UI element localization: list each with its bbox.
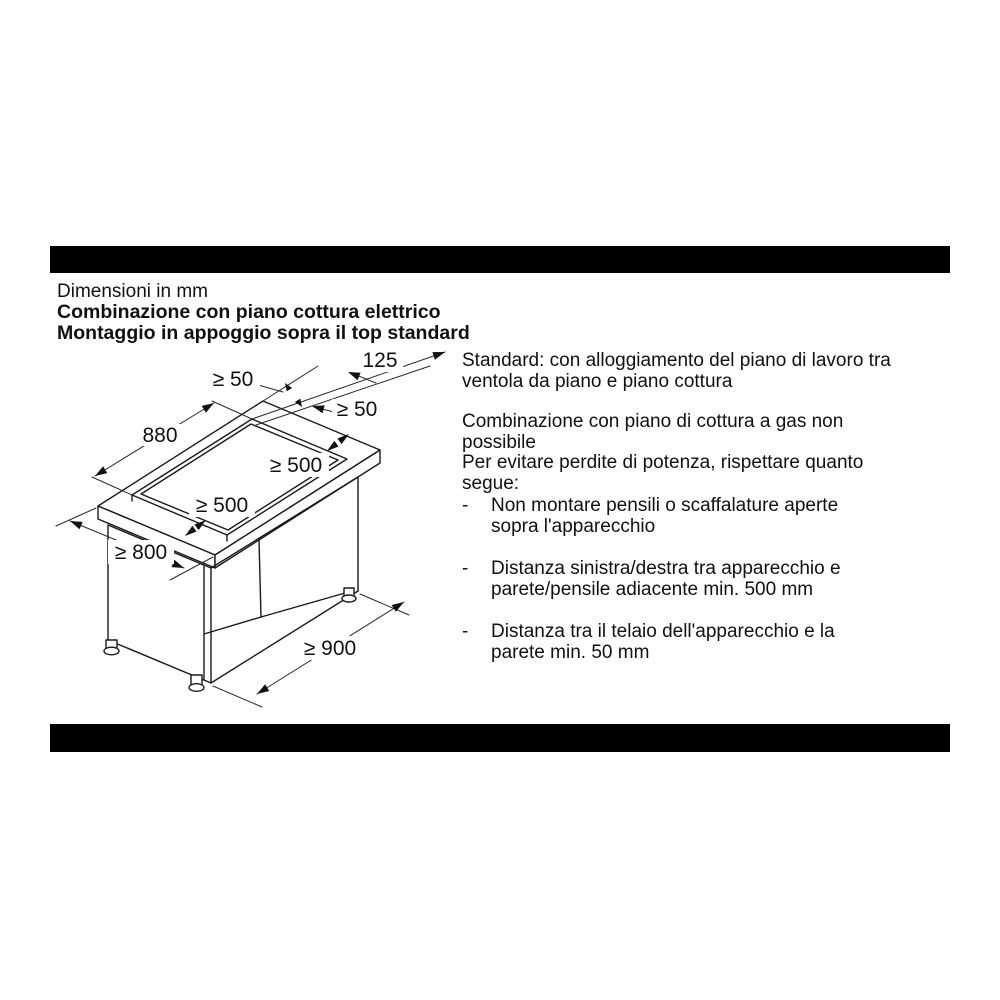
arrow-880-start (95, 466, 107, 476)
list-item-text (491, 559, 841, 600)
ext-line-worktop-back-edge (263, 366, 318, 401)
list-item (462, 622, 962, 663)
list-item-dash: - (462, 495, 469, 516)
cabinet-foot-front (189, 675, 204, 691)
list-item-dash: - (462, 558, 469, 579)
arrow-880-end (202, 403, 214, 413)
text-line: ventola da piano e piano cottura (462, 370, 733, 392)
list-item-text (491, 496, 838, 537)
ext-line-880-left (92, 477, 132, 495)
paragraph-gas-warning (462, 412, 962, 495)
list-item (462, 496, 962, 537)
dim-label-880: 880 (142, 424, 178, 447)
dimensions-note: Dimensioni in mm (57, 281, 208, 302)
dim-label-500-upper: ≥ 500 (269, 454, 323, 477)
dim-label-125: 125 (362, 349, 398, 372)
text-line: segue: (462, 473, 520, 495)
leader-50-top (258, 385, 283, 392)
text-line: Distanza tra il telaio dell'apparecchio e la (491, 621, 835, 642)
text-line: Per evitare perdite di potenza, rispettare quanto (462, 452, 864, 474)
dim-label-50-top: ≥ 50 (212, 368, 254, 391)
list-item-dash: - (462, 621, 469, 642)
text-line: sopra l'apparecchio (491, 515, 656, 537)
arrow-50-right (312, 405, 325, 413)
list-item (462, 559, 962, 600)
cabinet-interior-back-corner (259, 540, 261, 617)
text-line: possibile (462, 431, 536, 453)
list-item-text (491, 622, 835, 663)
instructions-column (462, 351, 962, 671)
page-title-line1: Combinazione con piano cottura elettrico (57, 301, 441, 323)
ext-line-880-right (212, 401, 252, 419)
text-line: parete/pensile adiacente min. 500 mm (491, 578, 814, 600)
text-line: Combinazione con piano di cottura a gas non (462, 411, 844, 432)
arrow-125-far (432, 352, 445, 360)
arrow-900-start (257, 684, 269, 694)
page-title-line2: Montaggio in appoggio sopra il top standard (57, 322, 470, 344)
dim-label-50-right: ≥ 50 (336, 398, 378, 421)
dim-label-900: ≥ 900 (303, 637, 357, 660)
top-black-bar (50, 246, 950, 273)
text-line: Standard: con alloggiamento del piano di lavoro tra (462, 350, 891, 371)
cabinet-foot-right (342, 588, 356, 602)
arrow-125-near (348, 372, 361, 380)
cabinet-foot-left (104, 640, 119, 655)
bottom-black-bar (50, 724, 950, 752)
cabinet-interior-floor-left-edge (204, 617, 261, 634)
arrow-800-start (70, 521, 83, 529)
dim-label-500-lower: ≥ 500 (195, 494, 249, 517)
dim-label-800: ≥ 800 (114, 541, 168, 564)
text-line: Non montare pensili o scaffalature aperte (491, 495, 839, 516)
text-line: Distanza sinistra/destra tra apparecchio e (491, 558, 841, 579)
text-line: parete min. 50 mm (491, 641, 650, 663)
installation-diagram (40, 335, 470, 715)
arrow-50-top-b (295, 399, 302, 407)
ext-line-900-left (213, 686, 262, 707)
paragraph-standard (462, 351, 962, 392)
